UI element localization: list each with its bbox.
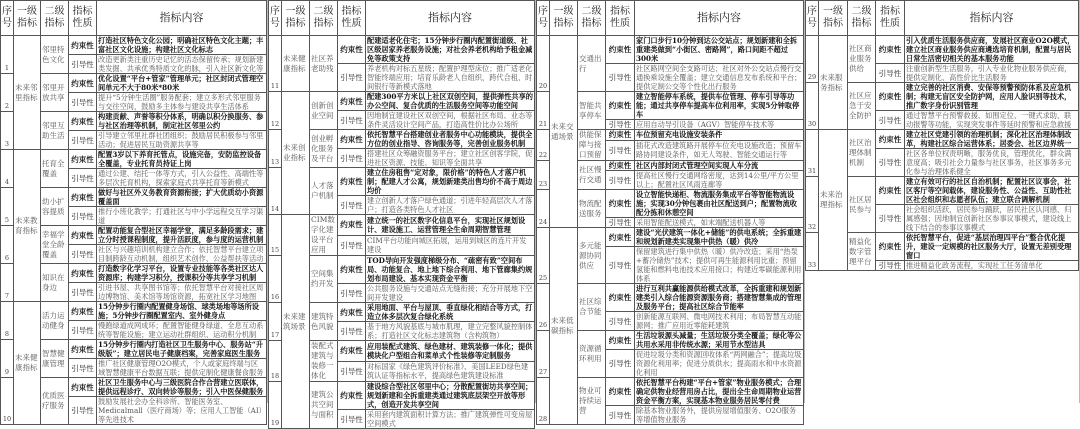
level2-indicator: 供能保障与接口预留	[578, 130, 606, 161]
item-seq: 20	[537, 36, 550, 92]
constraint-content: 生活垃圾源头减量；生活垃圾分类全覆盖；绿化等公共用水采用非传统水源；采用节水型洁具	[635, 331, 804, 350]
table-row	[537, 36, 804, 64]
nature-guide: 引导性	[69, 55, 97, 74]
level2-indicator: CIM数字化建设平台应用	[310, 215, 338, 256]
indicator-table	[536, 0, 804, 425]
guide-content: 对标国家《绿色建筑评价标准》、美国LEED绿色建筑认证等指标水平，提高绿色建筑建设标准	[366, 361, 535, 382]
guide-content: 改造更新类注重历史记忆的活态保留传承；规划新建类发掘、共承优秀特质文化的脉，引入社区新文化等	[97, 55, 267, 74]
level2-indicator: 邻里特色文化	[41, 36, 69, 74]
item-seq: 9	[1, 340, 14, 378]
guide-content: 应用自动导引设备（AGV）智能停车技术等	[635, 120, 804, 130]
constraint-content: 构建贡献、声誉等积分体系，明确以积分换服务、参与社区治理等机制，制定社区邻里公约	[97, 112, 267, 131]
constraint-content: 建立有效可行的社区自治机制；配置社区议事会，社区客厅等空间载体，建设服务性、公益性、互助性社区社会组织和志愿者队伍；建立联合调解机制	[905, 177, 1079, 205]
guide-content: 引导建立邻里社群社团组织；鼓励居民积极参与邻里活动；促进居民互助资源共享等	[97, 131, 267, 150]
table-row	[1, 340, 267, 359]
table-row	[1, 112, 267, 131]
header-nature: 指标性质	[338, 1, 366, 36]
indicator-table	[268, 0, 535, 429]
constraint-content: 社区内部封闭式管理空间实现人车分流	[635, 161, 804, 171]
item-seq: 7	[1, 264, 14, 302]
nature-constraint: 约束性	[338, 168, 366, 196]
nature-guide: 引导性	[69, 397, 97, 425]
item-seq: 11	[269, 36, 282, 92]
constraint-content: 建立社区党建引领的治理机制；深化社区治理体制改革，构建社区综合运营体系；居委会、社区边界统一	[905, 130, 1079, 149]
item-seq: 13	[269, 130, 282, 168]
level2-indicator: 幼小扩容提质	[41, 188, 69, 226]
nature-constraint: 约束性	[338, 215, 366, 236]
header-seq: 序号	[537, 1, 550, 36]
constraint-content: 建立住房租售“定对象，限价格”的特色人才落户机制；配建人才公寓，规划新建类出售均价不高于周边均价	[366, 168, 535, 196]
level2-indicator: 社区居民参与	[848, 177, 876, 233]
nature-constraint: 约束性	[606, 130, 635, 141]
nature-constraint: 约束性	[606, 36, 635, 64]
constraint-content: 建立智能停车系统，提供车位管理、停车引导等功能；通过共享停车提高车位利用率，实现5分钟取停车	[635, 92, 804, 120]
level2-indicator: 社区商业服务供给	[848, 36, 876, 83]
guide-content: 提升“5分钟生活圈”服务配套；建立多形式邻里服务与交往空间，鼓励多主体参与建设共享生活体系	[97, 93, 267, 112]
nature-guide: 引导性	[876, 205, 905, 233]
constraint-content: 15分钟步行圈内打造社区卫生服务中心、服务站“升级版”；建立居民电子健康档案，完善家庭医生服务	[97, 340, 267, 359]
header-level1: 一级指标	[14, 1, 41, 36]
guide-content: 建立创新人才落户绿色通道；引进年轻高层次人才落户；打造各类特色人才社区	[366, 196, 535, 215]
header-nature: 指标性质	[876, 1, 905, 36]
level2-indicator: 空间集约开发	[310, 256, 338, 303]
table-row	[269, 215, 535, 236]
level1-indicator: 未来健康指标	[282, 36, 310, 92]
item-seq: 17	[269, 303, 282, 341]
nature-guide: 引导性	[876, 261, 905, 271]
nature-guide: 引导性	[606, 350, 635, 378]
item-seq: 3	[1, 112, 14, 150]
nature-guide: 引导性	[606, 171, 635, 190]
item-seq: 29	[806, 36, 819, 83]
header-level2: 二级指标	[310, 1, 338, 36]
constraint-content: 进行互利共赢能源供给模式改革，全拆重建和规划新建类引入综合能源资源服务商；搭建智慧集成的管理及服务平台；提高社区综合节能率	[635, 284, 804, 312]
table-row	[537, 378, 804, 406]
nature-constraint: 约束性	[69, 36, 97, 55]
item-seq: 1	[1, 36, 14, 74]
nature-constraint: 约束性	[69, 302, 97, 321]
constraint-content: 家门口步行10分钟到达公交站点；规划新建和全拆重建类做到“小街区、密路网”，路口间距不超过300米	[635, 36, 804, 64]
nature-guide: 引导性	[606, 140, 635, 160]
nature-constraint: 约束性	[69, 340, 97, 359]
guide-content: 社会组织活跃，居民参与踊跃，居民社区认同感、归属感强；因地制宜创新社区参事议事模式，建设线上线下结合的参事议事模式	[905, 205, 1079, 233]
constraint-content: 建立完善的社区消费、安保等预警预防体系及应急机制；构建无盲区安全防护网，应用人脸识别等技术，推广数字身份识别管理	[905, 83, 1079, 111]
header-row	[537, 1, 804, 36]
table-row	[537, 190, 804, 218]
guide-content: 推进精益化政务流程，实现社工任务清单化	[905, 261, 1079, 271]
nature-guide: 引导性	[338, 361, 366, 382]
table-row	[1, 264, 267, 283]
nature-constraint: 约束性	[69, 264, 97, 283]
constraint-content: 15分钟步行圈内配置健身场馆、球类场地等场所设施；5分钟步行圈配置室内、室外健身点	[97, 302, 267, 321]
header-seq: 序号	[269, 1, 282, 36]
nature-guide: 引导性	[338, 196, 366, 215]
nature-constraint: 约束性	[69, 112, 97, 131]
table-row	[537, 284, 804, 312]
item-seq: 22	[537, 130, 550, 161]
nature-guide: 引导性	[69, 207, 97, 226]
level2-indicator: 托育全覆盖	[41, 150, 69, 188]
table-row	[269, 36, 535, 64]
nature-guide: 引导性	[606, 120, 635, 130]
nature-guide: 引导性	[69, 169, 97, 188]
guide-content: 基于地方风貌基底与城市肌理，建立完整风貌控制体系；打造社区文化标志建筑物（含构筑物）	[366, 322, 535, 341]
item-seq: 18	[269, 341, 282, 382]
table-panel	[0, 0, 268, 424]
level2-indicator: 邻里开放共享	[41, 74, 69, 112]
item-seq: 8	[1, 302, 14, 340]
constraint-content: 打造数字化学习平台，设置专业技能等各类社区达人资源库；构建学习积分，授课积分等共享学习机制	[97, 264, 267, 283]
table-row	[1, 378, 267, 397]
constraint-content: 社区卫生服务中心与三级医院合作合营建立医联体，提供远程诊疗、双向转诊等服务；引入中医保健服务	[97, 378, 267, 397]
guide-content: 养老机构对标五星级；配置护理型床位；推广适老化智能终端应用；培育乐龄老人自组织，跨代合租、时间银行等新模式落地	[366, 64, 535, 92]
nature-guide: 引导性	[876, 149, 905, 177]
nature-constraint: 约束性	[69, 378, 97, 397]
item-seq: 27	[537, 331, 550, 378]
constraint-content: 依托智慧平台，促进“基层治理四平台”整合优化提升，建设一定规模的社区服务大厅，设置无差别受理窗口	[905, 233, 1079, 261]
nature-constraint: 约束性	[876, 36, 905, 64]
item-seq: 5	[1, 188, 14, 226]
nature-guide: 引导性	[69, 93, 97, 112]
header-nature: 指标性质	[69, 1, 97, 36]
constraint-content: 引入优质生活服务供应商，发展社区商业O2O模式，建立社区商业服务供应商遴选培育机制，配置与居民日常生活密切相关的基本服务功能	[905, 36, 1079, 64]
level2-indicator: 建筑特色风貌	[310, 303, 338, 341]
level1-indicator: 未来交通场景	[550, 36, 578, 228]
guide-content: CIM平台功能向城区拓展，运用到城区的连片开发建设	[366, 235, 535, 256]
item-seq: 15	[269, 215, 282, 256]
table-row	[537, 331, 804, 350]
guide-content: 注重创新型生活服务，引入专业化物业服务供应商，提供定制化、高性价比生活服务	[905, 64, 1079, 83]
header-seq: 序号	[1, 1, 14, 36]
constraint-content: 建设综合型社区邻里中心；分散配置街坊共享空间；规划新建和全拆重建类通过建筑底层架空开放等形式，创造开发共享空间	[366, 382, 535, 410]
level2-indicator: 人才落户机制	[310, 168, 338, 215]
level2-indicator: 智能共享停车	[578, 92, 606, 130]
table-row	[537, 228, 804, 247]
nature-guide: 引导性	[606, 218, 635, 228]
item-seq: 12	[269, 92, 282, 130]
header-level2: 二级指标	[41, 1, 69, 36]
item-seq: 6	[1, 226, 14, 264]
nature-guide: 引导性	[338, 235, 366, 256]
header-level1: 一级指标	[282, 1, 310, 36]
nature-guide: 引导性	[338, 284, 366, 303]
table-panel	[268, 0, 536, 428]
nature-constraint: 约束性	[606, 228, 635, 247]
nature-guide: 引导性	[338, 322, 366, 341]
table-row	[1, 150, 267, 169]
nature-guide: 引导性	[69, 245, 97, 264]
level2-indicator: 物流配送服务	[578, 190, 606, 228]
level2-indicator: 社区综合节能	[578, 284, 606, 331]
guide-content: 推行小班化教学；打通社区与中小学远程交互学习渠道	[97, 207, 267, 226]
constraint-content: 配建300平方米以上社区双创空间，提供弹性共享的办公空间、复合优质的生活服务空间等功能空间	[367, 92, 533, 110]
nature-guide: 引导性	[338, 64, 366, 92]
table-row	[1, 36, 267, 55]
level2-indicator: 幸福学堂全龄覆盖	[41, 226, 69, 264]
level2-indicator: 邻里互助生活	[41, 112, 69, 150]
guide-content: 社区路网空间全支路可达；社区对外公交站点慢行交通换乘设施全覆盖；建立交通信息发布系统和平台；提供定制公交等个性化出行服务	[635, 64, 804, 92]
header-nature: 指标性质	[606, 1, 635, 36]
constraint-content: 应用装配式建筑、绿色建材、建筑装修一体化；提供模块化户型组合和菜单式个性装修等定制服务	[366, 341, 535, 362]
level1-indicator: 未来邻里指标	[14, 36, 41, 150]
guide-content: 保留建筑进行集中供热（暖）供冷改造；采用“热泵+蓄冷储热”技术；提供可再生能源利用比重；预留氢能和燃料电池技术应用接口；构建近零碳能源利用体系	[635, 247, 804, 284]
item-seq: 14	[269, 168, 282, 215]
nature-guide: 引导性	[606, 247, 635, 284]
guide-content: 鼓励发展社会办全科诊所、智能医务室、Medicalmall（医疗商场）等；应用人工智能（AI）等先进技术	[97, 397, 267, 425]
header-row	[806, 1, 1079, 36]
nature-constraint: 约束性	[338, 256, 366, 284]
item-seq: 25	[537, 228, 550, 284]
table-row	[1, 226, 267, 245]
guide-content: 搭建社区众筹融资服务平台；建立社区创客学院，促进社区资源、技能、知识等全面共享	[366, 149, 535, 168]
level1-indicator: 未来低碳指标	[550, 228, 578, 425]
level1-indicator: 未来创业指标	[282, 92, 310, 215]
guide-content: 通过公建、结托一体等方式，引入公益性、高端性等多层次托育机构，探索家庭式共享托育等新模式	[97, 169, 267, 188]
constraint-content: 设立智能快递柜、物流服务集成平台等智能物流设施；实现30分钟包裹由社区配送到户；配置物流收配分拣和休憩空间	[635, 190, 804, 218]
nature-constraint: 约束性	[876, 233, 905, 261]
level2-indicator: 社区治理体制机制	[848, 130, 876, 177]
guide-content: 社区与兴趣培训机构建立合作；依托智慧平台建立项目制跨龄互动机制，组织艺术创作、公益帮扶等活动	[97, 245, 267, 264]
nature-guide: 引导性	[69, 321, 97, 340]
level2-indicator: 交通出行	[578, 36, 606, 92]
constraint-content: 配建适老化住宅；15分钟步行圈内配置街道级、社区级居家养老服务设施；对社会养老机构给予租金减免等政策支持	[366, 36, 535, 64]
header-row	[1, 1, 267, 36]
indicator-table	[805, 0, 1079, 271]
guide-content: 插花式改造建筑路开展停车位充电设施改造；预留车路协同建设条件，如无人驾驶、智能交通运行等	[635, 140, 804, 160]
constraint-content: 做好与社区外义务教育资源衔接；扩大优质幼小资源覆盖面	[97, 188, 267, 207]
item-seq: 28	[537, 378, 550, 425]
guide-content: 公共服务设施与交通站点无缝衔接；充分开展地下空间开发建设	[366, 284, 535, 303]
nature-constraint: 约束性	[69, 150, 97, 169]
nature-constraint: 约束性	[606, 161, 635, 171]
level2-indicator: 装配式建筑与装修一体化	[310, 341, 338, 382]
constraint-content: 建立统一的社区数字化信息平台，实现社区规划设计、建设施工、运营管理全生命周期智慧管理	[366, 215, 535, 236]
nature-guide: 引导性	[338, 111, 366, 130]
level1-indicator: 未来健康指标	[14, 302, 41, 425]
level2-indicator: 智慧健康管理	[41, 340, 69, 378]
header-content: 指标内容	[905, 1, 1079, 36]
level2-indicator: 精益化数字管理平台	[848, 233, 876, 271]
nature-constraint: 约束性	[606, 378, 635, 406]
item-seq: 30	[806, 83, 819, 130]
guide-content: 社区各单位权责明晰，服务优良，管理优化，群众满意度高；吸引社会力量参与社区事务，社区事务多元化参与治理体系健全	[905, 149, 1079, 177]
header-level1: 一级指标	[819, 1, 848, 36]
header-level2: 二级指标	[578, 1, 606, 36]
guide-content: 因地制宜建设社区双创空间，根据社区布局、业态等条件灵活设计空间产品，打造高性价比办公场所	[366, 111, 535, 130]
header-content: 指标内容	[366, 1, 535, 36]
level2-indicator: 物业可持续运营	[578, 378, 606, 425]
nature-constraint: 约束性	[606, 92, 635, 120]
constraint-content: 依托智慧平台构建“平台+管家”物业服务模式；合理确定供物业经营用房占比，提出全生命周期物业运营资金平衡方案，实现基本物业服务居民零付费	[635, 378, 804, 406]
level1-indicator: 未来教育指标	[14, 150, 41, 302]
nature-constraint: 约束性	[606, 331, 635, 350]
level2-indicator: 知识在身边	[41, 264, 69, 302]
constraint-content: 配置功能复合型社区幸福学堂，满足多龄段需求；建立分时授课程制度，提升活跃度，参与度的运营机制	[97, 226, 267, 245]
nature-guide: 引导性	[876, 111, 905, 130]
item-seq: 26	[537, 284, 550, 331]
constraint-content: 建设“光伏建筑一体化+储能”的供电系统；全拆重建和规划新建类实现集中供热（暖）供冷	[635, 228, 804, 247]
level2-indicator: 资源循环利用	[578, 331, 606, 378]
item-seq: 2	[1, 74, 14, 112]
header-content: 指标内容	[635, 1, 804, 36]
level2-indicator: 优质医疗服务	[41, 378, 69, 425]
header-row	[269, 1, 535, 36]
nature-guide: 引导性	[876, 64, 905, 83]
table-row	[1, 302, 267, 321]
table-panel	[805, 0, 1080, 403]
guide-content: 促进垃圾分类和资源回收体系“两网融合”；提高垃圾资源化利用率；促进分质供水；提高雨水和中水资源化利用	[635, 350, 804, 378]
nature-constraint: 约束性	[876, 177, 905, 205]
table-row	[1, 188, 267, 207]
header-level2: 二级指标	[848, 1, 876, 36]
item-seq: 24	[537, 190, 550, 228]
nature-constraint: 约束性	[606, 284, 635, 312]
level2-indicator: 社区应急于安全防护	[848, 83, 876, 130]
nature-constraint: 约束性	[69, 188, 97, 207]
nature-constraint: 约束性	[338, 92, 366, 111]
constraint-content: TOD导向开发强度梯级分布、“疏密有致”空间布局、功能复合、地上地下综合利用、地下管廊集约规划布局建设、基本实现资金平衡	[366, 256, 535, 284]
nature-guide: 引导性	[606, 406, 635, 425]
level1-indicator: 未来服务指标	[819, 36, 848, 130]
header-content: 指标内容	[97, 1, 267, 36]
guide-content: 采用套内建筑面积计算方法；推广建筑弹性可变房屋空间模式	[366, 410, 535, 429]
item-seq: 10	[1, 378, 14, 425]
level2-indicator: 创业孵化服务及平台	[310, 130, 338, 168]
nature-guide: 引导性	[338, 149, 366, 168]
indicator-table	[0, 0, 267, 425]
table-row	[269, 92, 535, 111]
nature-constraint: 约束性	[606, 190, 635, 218]
table-row	[537, 92, 804, 120]
nature-constraint: 约束性	[876, 83, 905, 111]
nature-guide: 引导性	[338, 410, 366, 429]
table-row	[806, 36, 1079, 64]
item-seq: 33	[806, 233, 819, 271]
table-panel	[536, 0, 805, 424]
item-seq: 32	[806, 177, 819, 233]
level1-indicator: 未来建筑场景	[282, 215, 310, 429]
nature-constraint: 约束性	[69, 226, 97, 245]
item-seq: 31	[806, 130, 819, 177]
nature-constraint: 约束性	[338, 130, 366, 149]
guide-content: 通过智慧平台预警救援、如围定位、一键式求助、联动报警等功能，实现突发事件等延时预警和应急救援	[905, 111, 1079, 130]
header-seq: 序号	[806, 1, 819, 36]
level2-indicator: 社区慢行交通	[578, 161, 606, 190]
table-row	[1, 74, 267, 93]
nature-constraint: 约束性	[338, 341, 366, 362]
constraint-content: 优化设置“平台+管家”管理单元；社区封闭式管理空间单元不大于80米*80米	[97, 74, 267, 93]
constraint-content: 打造社区特色文化公园；明确社区特色文化主题；丰富社区文化设施；构建社区文化标志	[97, 36, 267, 55]
level2-indicator: 社区养老助残	[310, 36, 338, 92]
level2-indicator: 活力运动健身	[41, 302, 69, 340]
level1-indicator: 未来治理指标	[819, 130, 848, 271]
table-row	[537, 161, 804, 171]
nature-guide: 引导性	[69, 131, 97, 150]
nature-guide: 引导性	[69, 359, 97, 378]
nature-guide: 引导性	[606, 312, 635, 331]
guide-content: 提高社区慢行交通网络密度，达到14公里/平方公里以上；配置社区风雨连廊等	[635, 171, 804, 190]
constraint-content: 车位预留充电设施安装条件	[635, 130, 804, 141]
level2-indicator: 多元能源协同供应	[578, 228, 606, 284]
nature-guide: 引导性	[69, 283, 97, 302]
nature-constraint: 约束性	[338, 303, 366, 322]
guide-content: 创新能源互联网、微电网技术利用；布局智慧互动能源网；推广应用近零能耗建筑	[635, 312, 804, 331]
table-row	[537, 130, 804, 141]
item-seq: 19	[269, 382, 282, 429]
header-level1: 一级指标	[550, 1, 578, 36]
item-seq: 4	[1, 150, 14, 188]
guide-content: 慢跑绿道成网成环；配置智能健身绿道、全息互动系统等智能设施；建立运动社群组织、运动积分机制	[97, 321, 267, 340]
level2-indicator: 创新创业空间	[310, 92, 338, 130]
guide-content: 引进书屋、共享图书馆等；依托智慧平台对接社区周边博物馆、美术馆等场馆资源，拓宽社区学习地图	[97, 283, 267, 302]
item-seq: 21	[537, 92, 550, 130]
level2-indicator: 建筑公共空间与面积	[310, 382, 338, 429]
nature-constraint: 约束性	[338, 36, 366, 64]
constraint-content: 配置3岁以下养育托管点，设施完备，安防监控设备全覆盖，专业托育员持证上岗	[97, 150, 267, 169]
item-seq: 16	[269, 256, 282, 303]
nature-constraint: 约束性	[69, 74, 97, 93]
constraint-content: 依托智慧平台搭建创业者服务中心功能模块，提供全方位的创业指导、咨询服务等，完善创业服务机制	[366, 130, 535, 149]
table-row	[806, 130, 1079, 149]
nature-guide: 引导性	[606, 64, 635, 92]
constraint-content: 采用地面、平台与屋顶、垂直绿化相结合等方式，打造立体多层次复合绿化系统	[366, 303, 535, 322]
nature-constraint: 约束性	[338, 382, 366, 410]
guide-content: 采用智能配送模式，如末端配送机器人等	[635, 218, 804, 228]
guide-content: 推广社区健康管理O2O模式，个人或家庭终端与区域智慧健康平台数据互联；提供定制化健康餐食服务	[97, 359, 267, 378]
nature-constraint: 约束性	[876, 130, 905, 149]
item-seq: 23	[537, 161, 550, 190]
guide-content: 除基本物业服务外，提供房屋增值服务、O2O服务等增值物业服务	[635, 406, 804, 425]
